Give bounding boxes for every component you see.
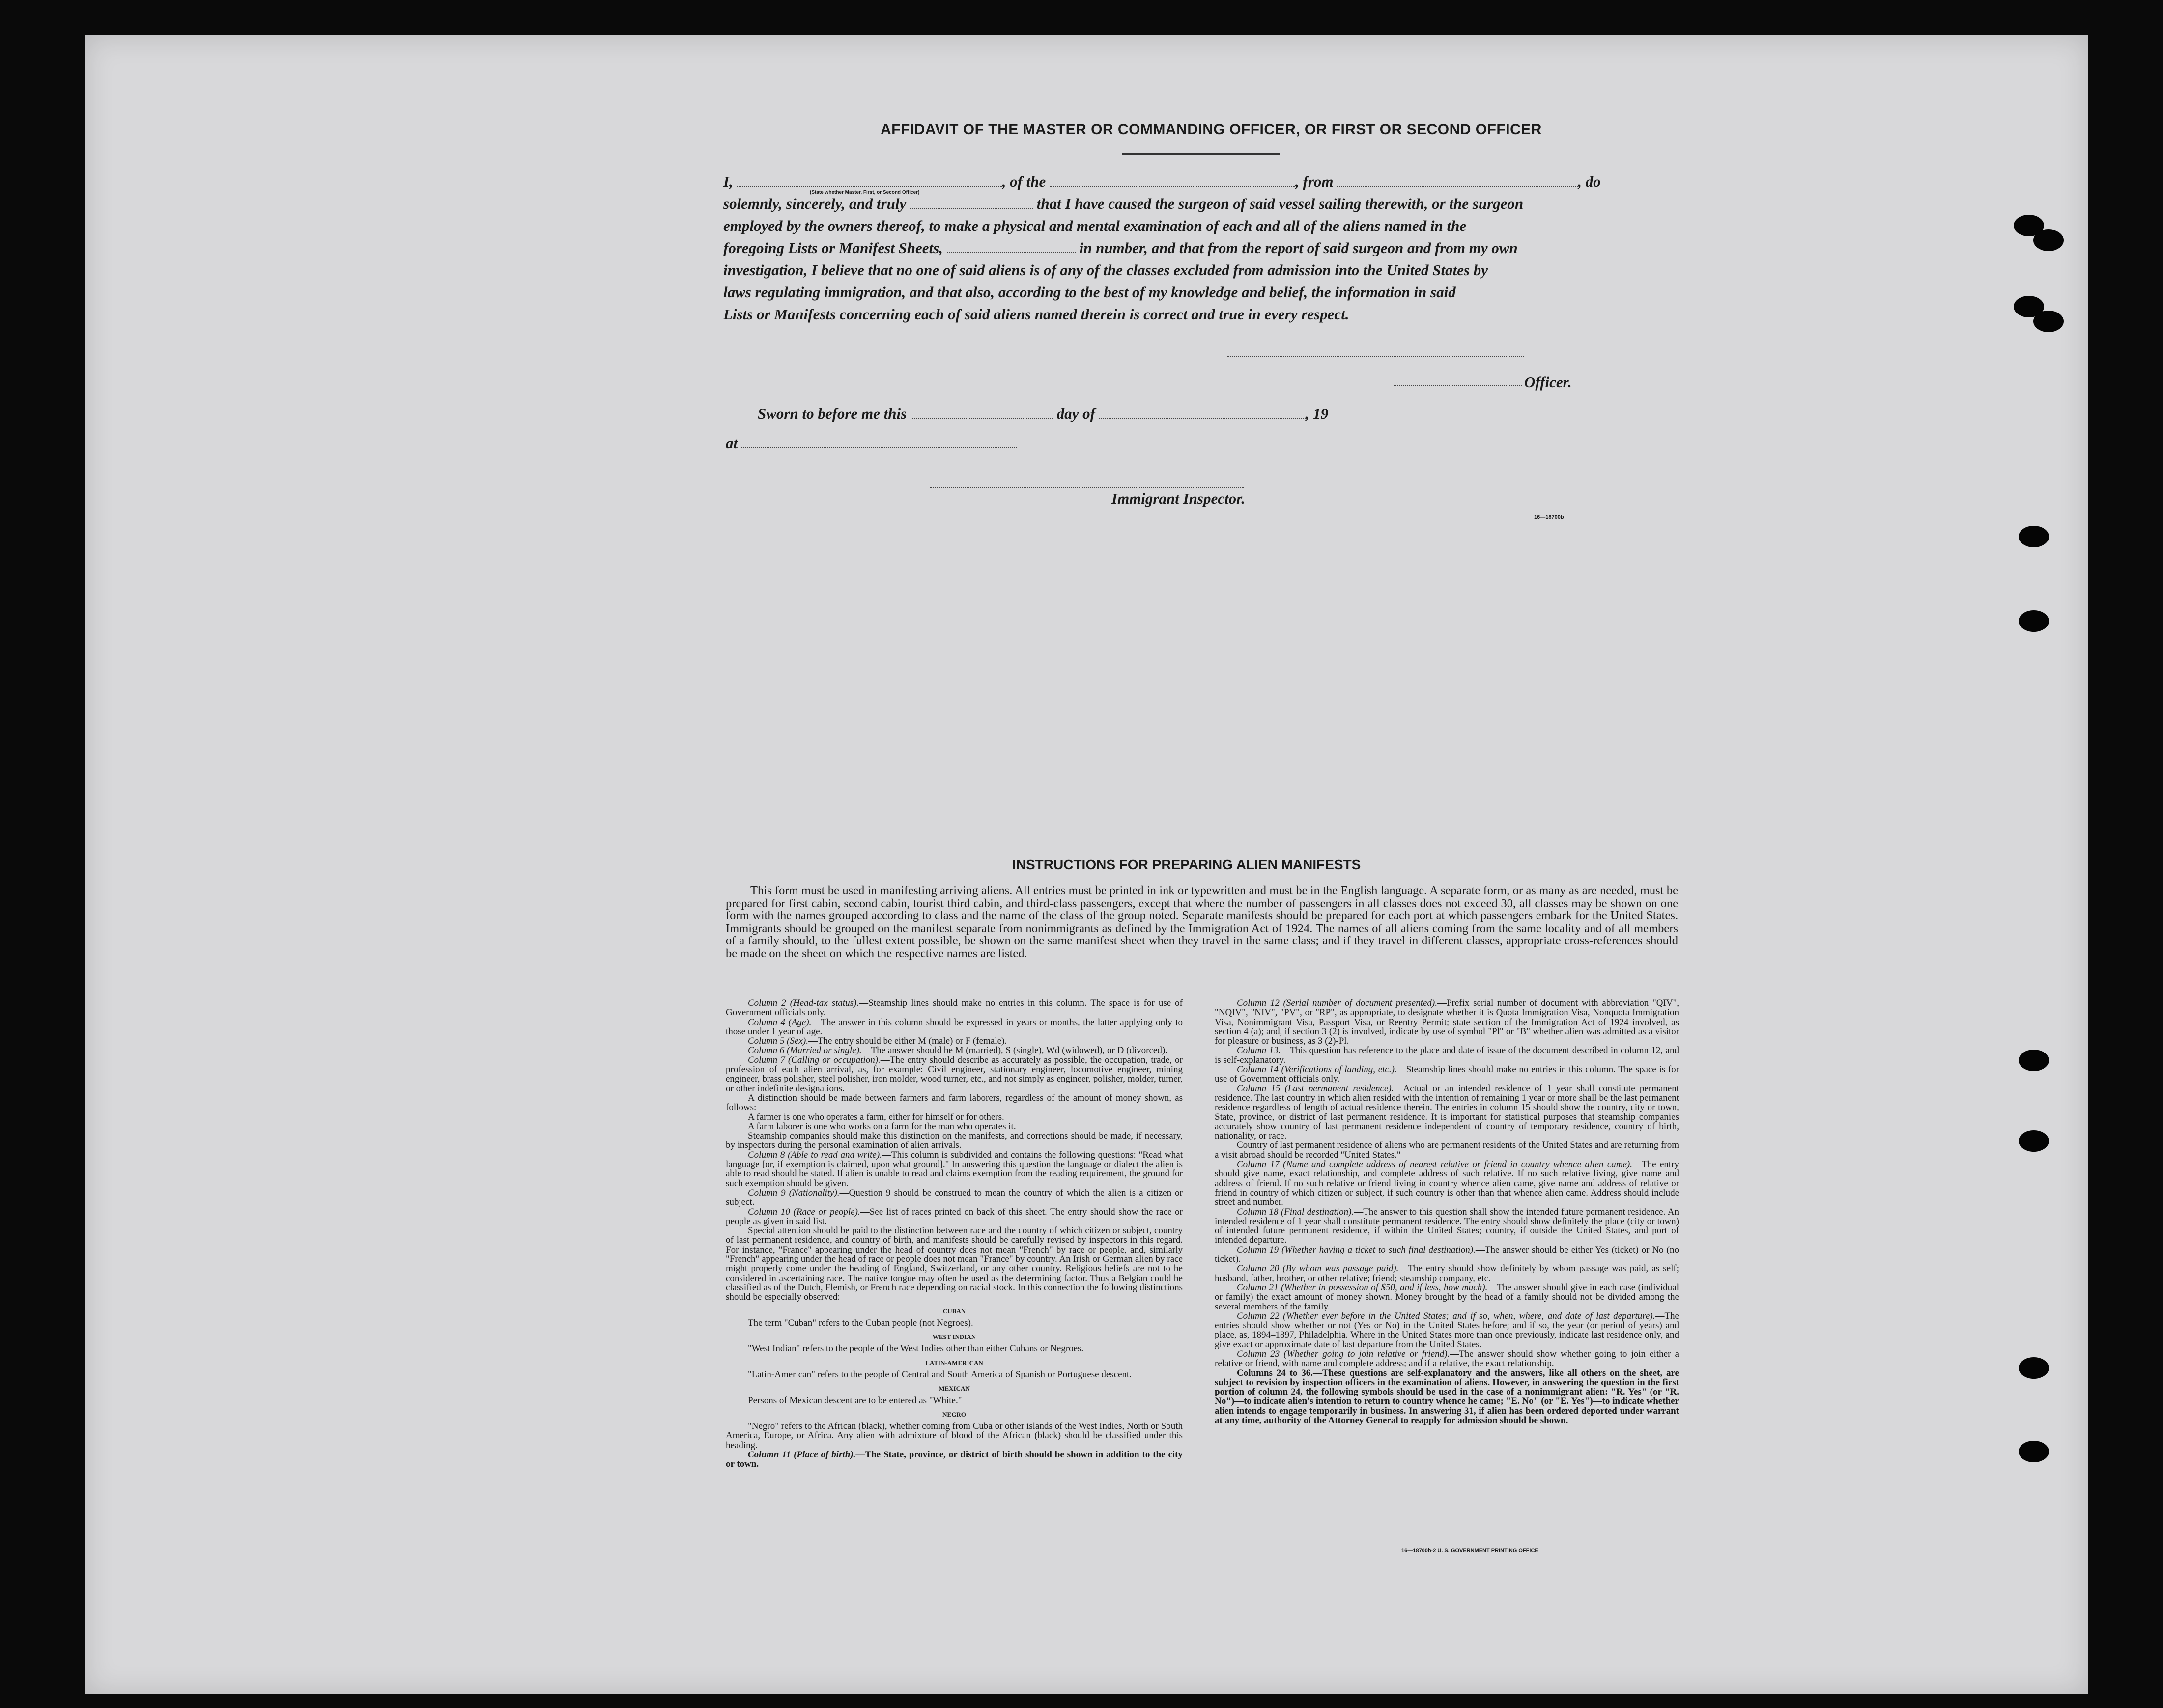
col-heading: Column 21 (Whether in possession of $50, and if less, how much). (1237, 1282, 1488, 1293)
column-14 (1215, 1065, 1679, 1084)
col-text: —Actual or an intended residence of 1 year shall constitute permanent residence. The last country in which alien resided with the intention of remaining 1 year or more shall be the last permanent residence regardless of length of actual residence therein. The entries in column 15 should show the country, city or town, State, province, or district of last permanent residence. It is important for statistical purposes that steamship companies accurately show country of last permanent residence independent of country of temporary residence, country of birth, nationality, or race. (1215, 1083, 1679, 1141)
affidavit-line-6: laws regulating immigration, and that also, according to the best of my knowledge and belief, the information in said (723, 284, 1456, 301)
punch-hole (2033, 229, 2064, 251)
para-negro: "Negro" refers to the African (black), whether coming from Cuba or other islands of the West Indies, North or South America, Europe, or Africa. Any alien with admixture of blood of the African (black) should be classified under this heading. (726, 1421, 1183, 1451)
blank-officer (737, 174, 1002, 187)
col-text: —The answer should give in each case (individual or family) the exact amount of money shown. Money brought by the head of a family should not be divided among the several members of the family. (1215, 1282, 1679, 1312)
col-heading: Column 15 (Last permanent residence). (1237, 1083, 1394, 1094)
col-text: —The answer should show whether going to join either a relative or friend, with name and complete address; and if a relative, the exact relationship. (1215, 1348, 1679, 1369)
text: Sworn to before me this (758, 405, 907, 422)
column-13 (1215, 1046, 1679, 1065)
officer-label: Officer. (1524, 373, 1572, 391)
column-17 (1215, 1160, 1679, 1207)
para-steamship: Steamship companies should make this distinction on the manifests, and corrections should be made, if necessary, by inspectors during the personal examination of alien arrivals. (726, 1131, 1183, 1151)
manifest-sheet (85, 35, 2088, 1694)
signature-line-1 (1227, 355, 1524, 357)
column-7 (726, 1055, 1183, 1093)
column-6 (726, 1046, 1183, 1055)
affidavit-line-3: employed by the owners thereof, to make a physical and mental examination of each and all of the aliens named in the (723, 217, 1467, 234)
text: foregoing Lists or Manifest Sheets, (723, 239, 943, 256)
heading-cuban: CUBAN (942, 1307, 966, 1315)
column-8 (726, 1150, 1183, 1188)
blank-from (1337, 174, 1578, 187)
affidavit-line-2 (723, 195, 1677, 213)
text: I, (723, 173, 733, 190)
punch-hole (2019, 1441, 2049, 1462)
col-heading: Column 23 (Whether going to join relative or friend). (1237, 1348, 1450, 1359)
col-text: —The entry should be either M (male) or F (female). (808, 1036, 1007, 1047)
column-2 (726, 998, 1183, 1018)
col-text: —These questions are self-explanatory and the answers, like all others on the sheet, are subject to revision by inspection officers in the examination of aliens. However, in answering the question in the first portion of column 24, the following symbols should be used in the case of a nonimmigrant alien: "R. Yes" (or "R. No")—to indicate alien's intention to return to country whence he came; "E. No" (or "E. Yes")—to indicate whether alien intends to engage temporarily in business. In answering 31, if alien has been ordered deported under warrant at any time, authority of the Attorney General to reapply for admission should be shown. (1215, 1367, 1679, 1426)
col-text: —The answer should be either Yes (ticket) or No (no ticket). (1215, 1244, 1679, 1265)
column-10 (726, 1207, 1183, 1226)
col-text: —Prefix serial number of document with abbreviation "QIV", "NQIV", "NIV", "PV", or "RP", as appropriate, to designate whether it is Quota Immigration Visa, Nonquota Immigration Visa, Nonimmigrant Visa, Passport Visa, or Reentry Permit; state section of the Immigration Act of 1924 involved, as section 4 (a); and, if section 3 (2) is involved, indicate by use of symbol "Pl" or "B" whether alien was admitted as a visitor for pleasure or business, as 3 (2)-Pl. (1215, 998, 1679, 1047)
text: day of (1056, 405, 1095, 422)
blank-rank (910, 196, 1033, 209)
punch-hole (2019, 1357, 2049, 1379)
para-laborer: A farm laborer is one who works on a farm for the man who operates it. (748, 1121, 1016, 1132)
column-19 (1215, 1245, 1679, 1264)
col-text: —The entry should describe as accurately as possible, the occupation, trade, or profession of each alien arrival, as, for example: Civil engineer, stationary engineer, locomotive engineer, mining engineer, brass polisher, steel polisher, iron molder, wood turner, etc., and not simply as engineer, polisher, molder, turner, or other indefinite designations. (726, 1054, 1183, 1094)
para-mexican: Persons of Mexican descent are to be entered as "White." (748, 1395, 962, 1406)
col-text: —Question 9 should be construed to mean the country of which the alien is a citizen or subject. (726, 1187, 1183, 1208)
col-heading: Column 17 (Name and complete address of nearest relative or friend in country whence alien came). (1237, 1159, 1633, 1170)
para-cuban: The term "Cuban" refers to the Cuban people (not Negroes). (748, 1317, 973, 1328)
col-text: —Steamship lines should make no entries in this column. The space is for use of Government officials only. (1215, 1064, 1679, 1084)
col-heading: Column 13. (1237, 1045, 1281, 1056)
column-12 (1215, 998, 1679, 1046)
punch-hole (2033, 311, 2064, 332)
col-heading: Column 20 (By whom was passage paid). (1237, 1263, 1399, 1274)
text: at (726, 434, 738, 452)
col-heading: Column 8 (Able to read and write). (748, 1149, 882, 1160)
col-text: —The entry should give name, exact relationship, and complete address of such relative. If no such relative living, give name and address of friend. If no such relative or friend living in country whence alien came, give name and address of relative or friend in country of which citizen or subject, if such country is other than that whence alien came. Address should include street and number. (1215, 1159, 1679, 1208)
form-code: 16—18700b (1534, 514, 1564, 520)
col-heading: Column 6 (Married or single). (748, 1045, 862, 1056)
affidavit-line-4 (723, 239, 1677, 257)
affidavit-line-1 (723, 173, 1677, 191)
col-text: —See list of races printed on back of this sheet. The entry should show the race or people as given in said list. (726, 1206, 1183, 1226)
text: that I have caused the surgeon of said vessel sailing therewith, or the surgeon (1036, 195, 1524, 212)
instructions-left-column (726, 998, 1183, 1469)
text: , do (1578, 173, 1601, 190)
printing-office-footer: 16—18700b-2 U. S. GOVERNMENT PRINTING OFFICE (1401, 1548, 1538, 1554)
text: , 19 (1305, 405, 1329, 422)
col-text: —The entries should show whether or not (Yes or No) in the United States before; and if so, the year (or period of years) and place, as, 1894–1897, Philadelphia. Where in the United States more than once previously, indicate last residence only, and give exact or approximate date of last departure from the United States. (1215, 1310, 1679, 1350)
at-line (726, 434, 1017, 452)
column-23 (1215, 1349, 1679, 1368)
instructions-right-column (1215, 998, 1679, 1425)
para-west-indian: "West Indian" refers to the people of the West Indies other than either Cubans or Negroes. (748, 1343, 1084, 1354)
columns-24-36 (1215, 1368, 1679, 1425)
col-text: —The answer should be M (married), S (single), Wd (widowed), or D (divorced). (861, 1045, 1167, 1056)
inspector-line (930, 486, 1244, 488)
col-text: —The answer to this question shall show the intended future permanent residence. An intended residence of 1 year shall constitute permanent residence. The entry should show definitely the place (city or town) of intended future permanent residence, if within the United States; country, if outside the United States, and port of intended departure. (1215, 1206, 1679, 1246)
col-heading: Column 12 (Serial number of document presented). (1237, 998, 1437, 1008)
col-heading: Column 9 (Nationality). (748, 1187, 840, 1198)
para-country: Country of last permanent residence of aliens who are permanent residents of the United States and are returning from a visit abroad should be recorded "United States." (1215, 1140, 1679, 1160)
punch-hole (2019, 526, 2049, 547)
blank-vessel (1050, 174, 1295, 187)
blank-place (741, 435, 1017, 448)
col-heading: Column 5 (Sex). (748, 1036, 808, 1047)
para-farmer: A farmer is one who operates a farm, either for himself or for others. (748, 1111, 1004, 1122)
column-5 (726, 1036, 1183, 1046)
blank-month (1099, 406, 1306, 419)
col-heading: Column 14 (Verifications of landing, etc.). (1237, 1064, 1397, 1075)
col-heading: Column 10 (Race or people). (748, 1206, 860, 1217)
affidavit-line-7: Lists or Manifests concerning each of said aliens named therein is correct and true in every respect. (723, 306, 1349, 323)
para-latin-american: "Latin-American" refers to the people of Central and South America of Spanish or Portuguese descent. (748, 1369, 1132, 1380)
text: , of the (1002, 173, 1046, 190)
column-20 (1215, 1264, 1679, 1283)
col-heading: Column 2 (Head-tax status). (748, 998, 859, 1008)
affidavit-title: AFFIDAVIT OF THE MASTER OR COMMANDING OFFICER, OR FIRST OR SECOND OFFICER (881, 121, 1542, 138)
col-text: —The answer in this column should be expressed in years or months, the latter applying only to those under 1 year of age. (726, 1017, 1183, 1037)
col-heading: Column 11 (Place of birth). (748, 1450, 856, 1460)
col-text: —Steamship lines should make no entries in this column. The space is for use of Government officials only. (726, 998, 1183, 1018)
col-text: —The entry should show definitely by whom passage was paid, as self; husband, father, brother, or other relative; friend; steamship company, etc. (1215, 1263, 1679, 1283)
blank-day (911, 406, 1053, 419)
col-heading: Column 22 (Whether ever before in the United States; and if so, when, where, and date of last departure). (1237, 1310, 1655, 1321)
officer-note: (State whether Master, First, or Second Officer) (810, 190, 920, 195)
heading-negro: NEGRO (942, 1410, 966, 1418)
text: solemnly, sincerely, and truly (723, 195, 907, 212)
text: , from (1295, 173, 1334, 190)
sworn-line (758, 405, 1328, 423)
column-4 (726, 1018, 1183, 1037)
para-special: Special attention should be paid to the distinction between race and the country of which citizen or subject, country of last permanent residence, and country of birth, and manifests should be carefully revised by inspectors in this regard. For instance, "France" appearing under the head of country does not mean "French" by race or people, and, similarly "French" appearing under the head of race or people does not mean "France" by country. An Irish or German alien by race might properly come under the heading of England, Switzerland, or any other country. Religious beliefs are not to be considered in ascertaining race. The native tongue may often be used as the determining factor. Thus a Belgian could be classified as of the Dutch, Flemish, or French race depending on racial stock. In this connection the following distinctions should be especially observed: (726, 1225, 1183, 1303)
col-heading: Column 7 (Calling or occupation). (748, 1054, 881, 1065)
col-heading: Column 18 (Final destination). (1237, 1206, 1354, 1217)
column-18 (1215, 1207, 1679, 1245)
instructions-title: INSTRUCTIONS FOR PREPARING ALIEN MANIFESTS (1012, 857, 1361, 872)
text: in number, and that from the report of said surgeon and from my own (1079, 239, 1518, 256)
punch-hole (2019, 1050, 2049, 1071)
signature-line-2 (1394, 384, 1522, 386)
col-heading: Column 4 (Age). (748, 1017, 812, 1027)
title-rule (1122, 153, 1280, 155)
column-21 (1215, 1283, 1679, 1311)
punch-hole (2019, 1130, 2049, 1152)
column-9 (726, 1188, 1183, 1207)
column-15 (1215, 1084, 1679, 1141)
heading-west-indian: WEST INDIAN (932, 1333, 976, 1341)
col-text: —The State, province, or district of birth should be shown in addition to the city or town. (726, 1450, 1183, 1470)
column-22 (1215, 1311, 1679, 1349)
col-heading: Column 19 (Whether having a ticket to such final destination). (1237, 1244, 1476, 1255)
affidavit-line-5: investigation, I believe that no one of said aliens is of any of the classes excluded from admission into the United States by (723, 261, 1488, 279)
heading-latin-american: LATIN-AMERICAN (925, 1359, 983, 1366)
inspector-label: Immigrant Inspector. (1111, 490, 1246, 507)
col-text: —This question has reference to the place and date of issue of the document described in column 12, and is self-explanatory. (1215, 1045, 1679, 1065)
blank-number (947, 240, 1076, 253)
punch-hole (2019, 610, 2049, 632)
para-distinction: A distinction should be made between farmers and farm laborers, regardless of the amount of money shown, as follows: (726, 1092, 1183, 1113)
instructions-intro: This form must be used in manifesting arriving aliens. All entries must be printed in ink or typewritten and must be in the English language. A separate form, or as many as are needed, must be prepared for first cabin, second cabin, tourist third cabin, and third-class passengers, except that where the number of passengers in all classes does not exceed 30, all classes may be shown on one form with the names grouped according to class and the name of the class of the group noted. Separate manifests should be prepared for each port at which passengers embark for the United States. Immigrants should be grouped on the manifest separate from nonimmigrants as defined by the Immigration Act of 1924. The names of all aliens coming from the same locality and of all members of a family should, to the fullest extent possible, be shown on the same manifest sheet when they travel in the same class; and if they travel in different classes, appropriate cross-references should be made on the sheet on which the respective names are listed. (726, 884, 1678, 960)
col-heading: Columns 24 to 36. (1237, 1367, 1313, 1378)
heading-mexican: MEXICAN (939, 1385, 970, 1393)
col-text: —This column is subdivided and contains the following questions: "Read what language [or, if exemption is claimed, upon what ground]." In answering this question the language or dialect the alien is able to read should be stated. If alien is unable to read and claims exemption from the reading requirement, the ground for such exemption should be given. (726, 1149, 1183, 1189)
column-11 (726, 1450, 1183, 1469)
